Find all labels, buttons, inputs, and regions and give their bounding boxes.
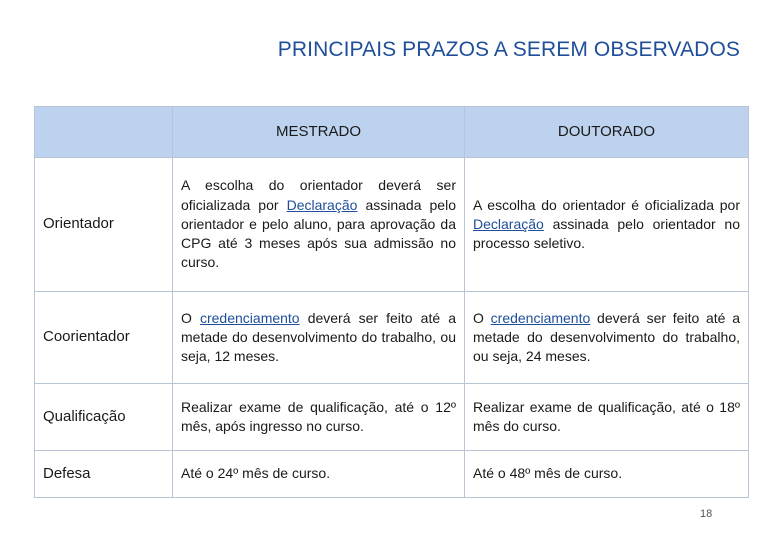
page-title: PRINCIPAIS PRAZOS A SEREM OBSERVADOS — [277, 38, 740, 61]
cell-mestrado — [173, 158, 465, 292]
row-label-text: Orientador — [43, 215, 114, 233]
cell-text-pre: O — [181, 309, 200, 326]
cell-text-pre: A escolha do orientador deverá ser oficializada por — [181, 177, 456, 213]
deadlines-table — [34, 106, 749, 498]
row-label — [35, 384, 173, 451]
cell-doutorado — [465, 292, 749, 384]
table-row-qualificacao — [35, 384, 749, 451]
header-corner — [35, 107, 173, 158]
table-row-coorientador — [35, 292, 749, 384]
row-label-text: Qualificação — [43, 407, 126, 425]
cell-doutorado — [465, 158, 749, 292]
cell-mestrado: Até o 24º mês de curso. — [173, 451, 465, 498]
credenciamento-link[interactable]: credenciamento — [490, 309, 591, 326]
cell-text-post: deverá ser feito até a metade do desenvolvimento do trabalho, ou seja, 24 meses. — [473, 309, 741, 365]
cell-text-pre: A escolha do orientador é oficializada por — [473, 196, 740, 213]
page-number: 18 — [700, 508, 713, 520]
cell-text-pre: O — [473, 309, 491, 326]
credenciamento-link[interactable]: credenciamento — [199, 309, 300, 326]
header-doutorado: DOUTORADO — [465, 107, 749, 158]
cell-mestrado — [173, 292, 465, 384]
declaracao-link[interactable]: Declaração — [286, 196, 358, 213]
table-header-row — [35, 107, 749, 158]
cell-text-post: deverá ser feito até a metade do desenvolvimento do trabalho, ou seja, 12 meses. — [181, 309, 456, 365]
header-mestrado: MESTRADO — [173, 107, 465, 158]
cell-doutorado: Até o 48º mês de curso. — [465, 451, 749, 498]
declaracao-link[interactable]: Declaração — [473, 215, 544, 232]
cell-mestrado: Realizar exame de qualificação, até o 12º mês, após ingresso no curso. — [173, 384, 465, 451]
cell-text-post: assinada pelo orientador no processo seletivo. — [473, 215, 740, 252]
row-label-text: Coorientador — [43, 328, 130, 346]
cell-text-post: assinada pelo orientador e pelo aluno, para aprovação da CPG até 3 meses após sua admissão no curso. — [181, 196, 456, 271]
row-label — [35, 158, 173, 292]
row-label — [35, 451, 173, 498]
row-label — [35, 292, 173, 384]
row-label-text: Defesa — [43, 464, 91, 482]
cell-doutorado: Realizar exame de qualificação, até o 18º mês do curso. — [465, 384, 749, 451]
table-row-defesa — [35, 451, 749, 498]
table-row-orientador — [35, 158, 749, 292]
